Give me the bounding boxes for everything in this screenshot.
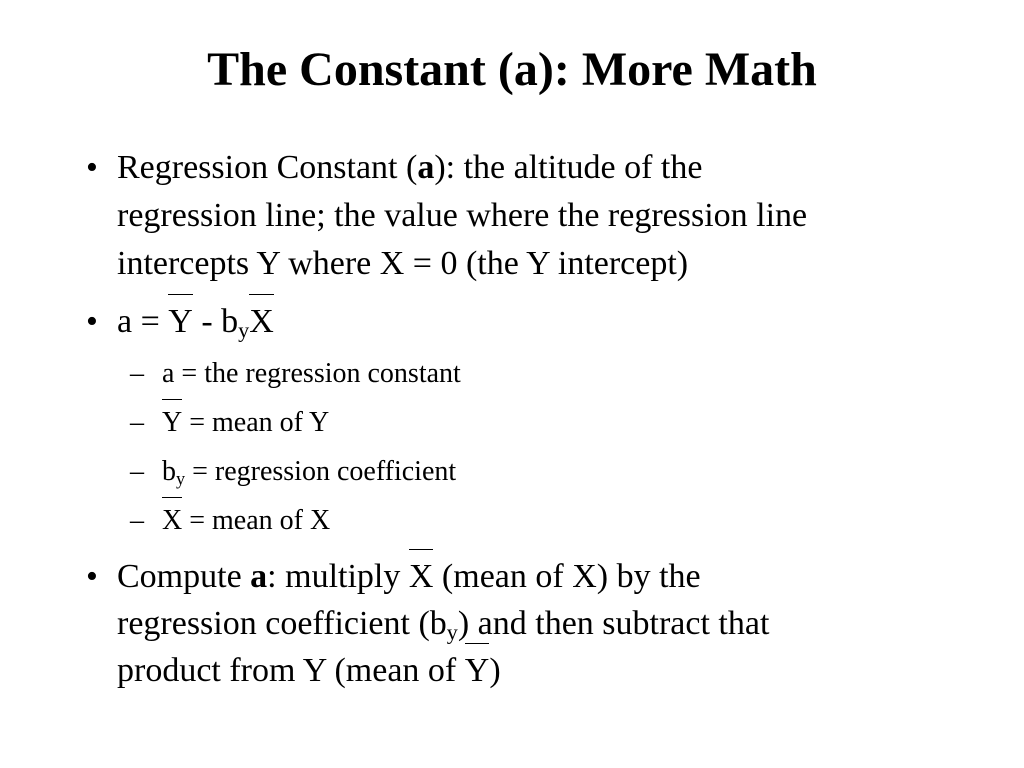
text-segment: : multiply: [267, 558, 409, 595]
text-segment: ) and then subtract that: [457, 605, 770, 642]
dash-marker: –: [130, 358, 144, 389]
bullet-marker: •: [86, 303, 98, 340]
subitem-by-definition: [162, 452, 456, 492]
subscript-y: y: [238, 317, 250, 343]
text-segment: a =: [117, 303, 169, 340]
bold-a: a: [250, 558, 268, 595]
text-segment: ): [489, 652, 501, 689]
bullet-formula: [117, 298, 937, 346]
x-bar-symbol: X: [249, 298, 274, 346]
text-segment: ): the altitude of the: [434, 149, 703, 186]
y-bar-symbol: Y: [162, 403, 182, 443]
subitem-a-definition: a = the regression constant: [162, 358, 461, 389]
text-segment: = mean of X: [182, 505, 331, 536]
dash-marker: –: [130, 407, 144, 438]
bullet-marker: •: [86, 149, 98, 186]
text-segment: = mean of Y: [182, 407, 330, 438]
bold-a: a: [417, 149, 435, 186]
text-segment: product from Y (mean of: [117, 652, 465, 689]
text-segment: b: [162, 456, 176, 487]
slide-title: The Constant (a): More Math: [207, 43, 817, 96]
bullet-compute-line1: [117, 553, 937, 601]
bullet-regression-constant-line1: [117, 144, 937, 192]
subitem-ybar-definition: [162, 403, 329, 443]
y-bar-symbol: Y: [168, 298, 193, 346]
text-segment: (mean of X) by the: [433, 558, 701, 595]
x-bar-symbol: X: [409, 553, 434, 601]
bullet-regression-constant-line2: regression line; the value where the regression line: [117, 197, 808, 234]
subscript-y: y: [176, 468, 186, 489]
text-segment: = regression coefficient: [185, 456, 457, 487]
y-bar-symbol: Y: [465, 647, 490, 695]
text-segment: Compute: [117, 558, 251, 595]
subitem-xbar-definition: [162, 501, 330, 541]
bullet-compute-line2: [117, 600, 937, 648]
subscript-y: y: [446, 619, 458, 645]
bullet-compute-line3: [117, 647, 937, 695]
bullet-marker: •: [86, 558, 98, 595]
dash-marker: –: [130, 505, 144, 536]
text-segment: - b: [192, 303, 239, 340]
dash-marker: –: [130, 456, 144, 487]
text-segment: regression coefficient (b: [117, 605, 447, 642]
x-bar-symbol: X: [162, 501, 182, 541]
bullet-regression-constant-line3: intercepts Y where X = 0 (the Y intercept): [117, 245, 689, 282]
text-segment: Regression Constant (: [117, 149, 418, 186]
